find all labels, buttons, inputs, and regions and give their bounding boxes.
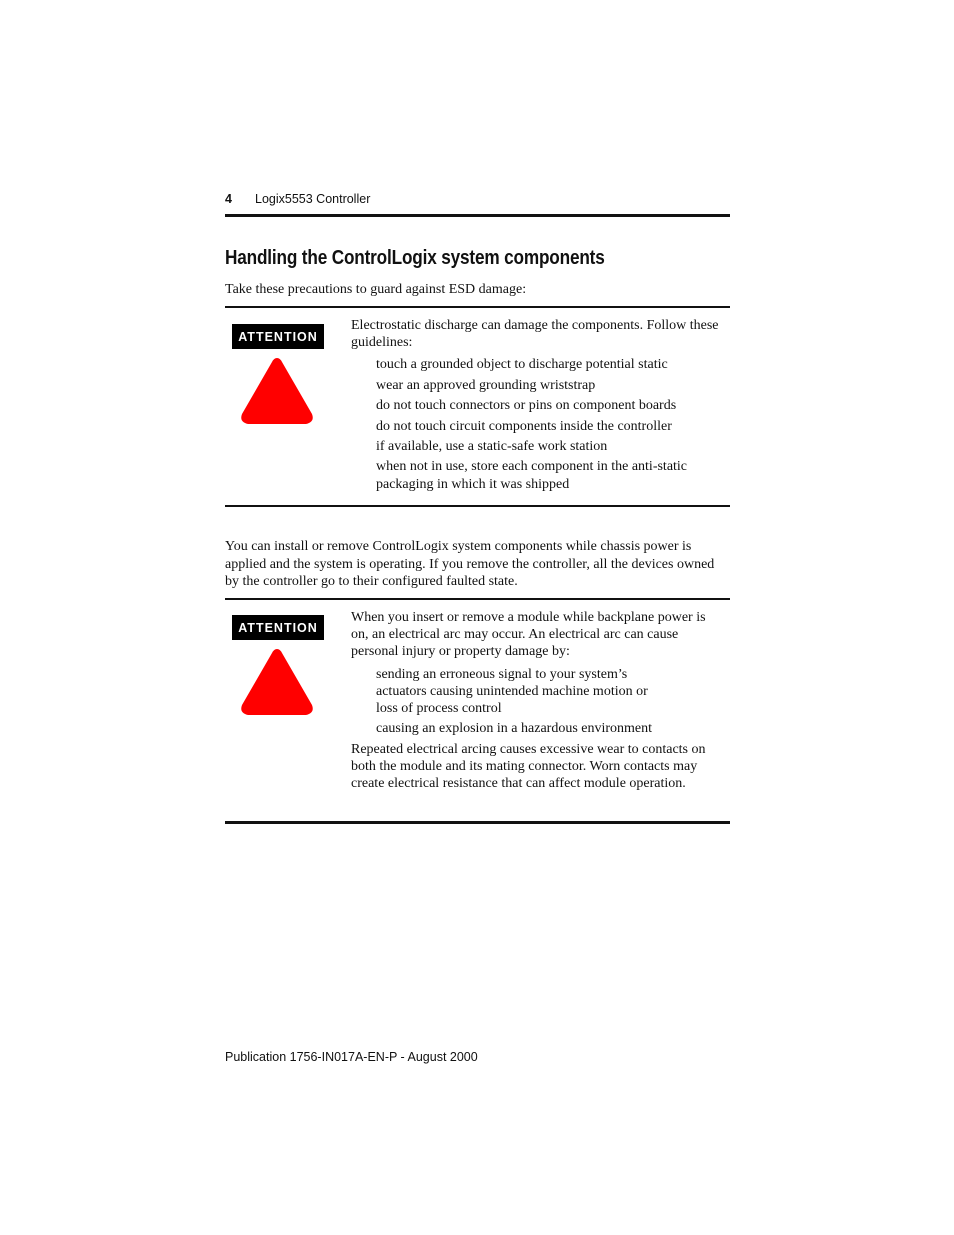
- warning-triangle-icon: [238, 645, 316, 717]
- list-item: do not touch circuit components inside the controller: [376, 418, 672, 434]
- list-item: when not in use, store each component in the anti-static packaging in which it was shipped: [376, 459, 688, 492]
- section-intro: Take these precautions to guard against ESD damage:: [225, 282, 527, 297]
- esd-guidelines-list: [351, 356, 726, 492]
- attention-esd-label: ATTENTION: [232, 324, 324, 349]
- header-rule: [225, 214, 730, 217]
- arc-hazards-list: [351, 666, 726, 738]
- warning-triangle-icon: [238, 354, 316, 426]
- running-header-title: Logix5553 Controller: [255, 192, 371, 206]
- publication-footer: Publication 1756-IN017A-EN-P - August 2000: [225, 1050, 478, 1064]
- attention-esd-intro: Electrostatic discharge can damage the components. Follow these guidelines:: [351, 318, 719, 351]
- body-paragraph: You can install or remove ControlLogix system components while chassis power is applied and the system is operating. If you remove the controller, all the devices owned by the controller go to their configured faulted state.: [225, 539, 715, 589]
- list-item: sending an erroneous signal to your system’s actuators causing unintended machine motion or loss of process control: [376, 666, 648, 717]
- list-item: if available, use a static-safe work station: [376, 438, 608, 454]
- list-item: causing an explosion in a hazardous environment: [376, 721, 653, 737]
- list-item: touch a grounded object to discharge potential static: [376, 357, 668, 373]
- section-heading: Handling the ControlLogix system components: [225, 247, 605, 269]
- attention-arc-bottom-rule: [225, 821, 730, 824]
- attention-esd-bottom-rule: [225, 505, 730, 507]
- list-item: do not touch connectors or pins on component boards: [376, 398, 677, 414]
- attention-esd-top-rule: [225, 306, 730, 308]
- attention-arc-intro: When you insert or remove a module while backplane power is on, an electrical arc may occur. An electrical arc can cause personal injury or property damage by:: [351, 610, 706, 660]
- attention-arc-top-rule: [225, 598, 730, 600]
- page-number: 4: [225, 192, 232, 206]
- attention-arc-closing: Repeated electrical arcing causes excessive wear to contacts on both the module and its mating connector. Worn contacts may create electrical resistance that can affect module operation.: [351, 741, 706, 792]
- attention-arc-label: ATTENTION: [232, 615, 324, 640]
- attention-arc-text: [351, 609, 726, 792]
- attention-esd-text: [351, 317, 726, 496]
- list-item: wear an approved grounding wriststrap: [376, 377, 596, 393]
